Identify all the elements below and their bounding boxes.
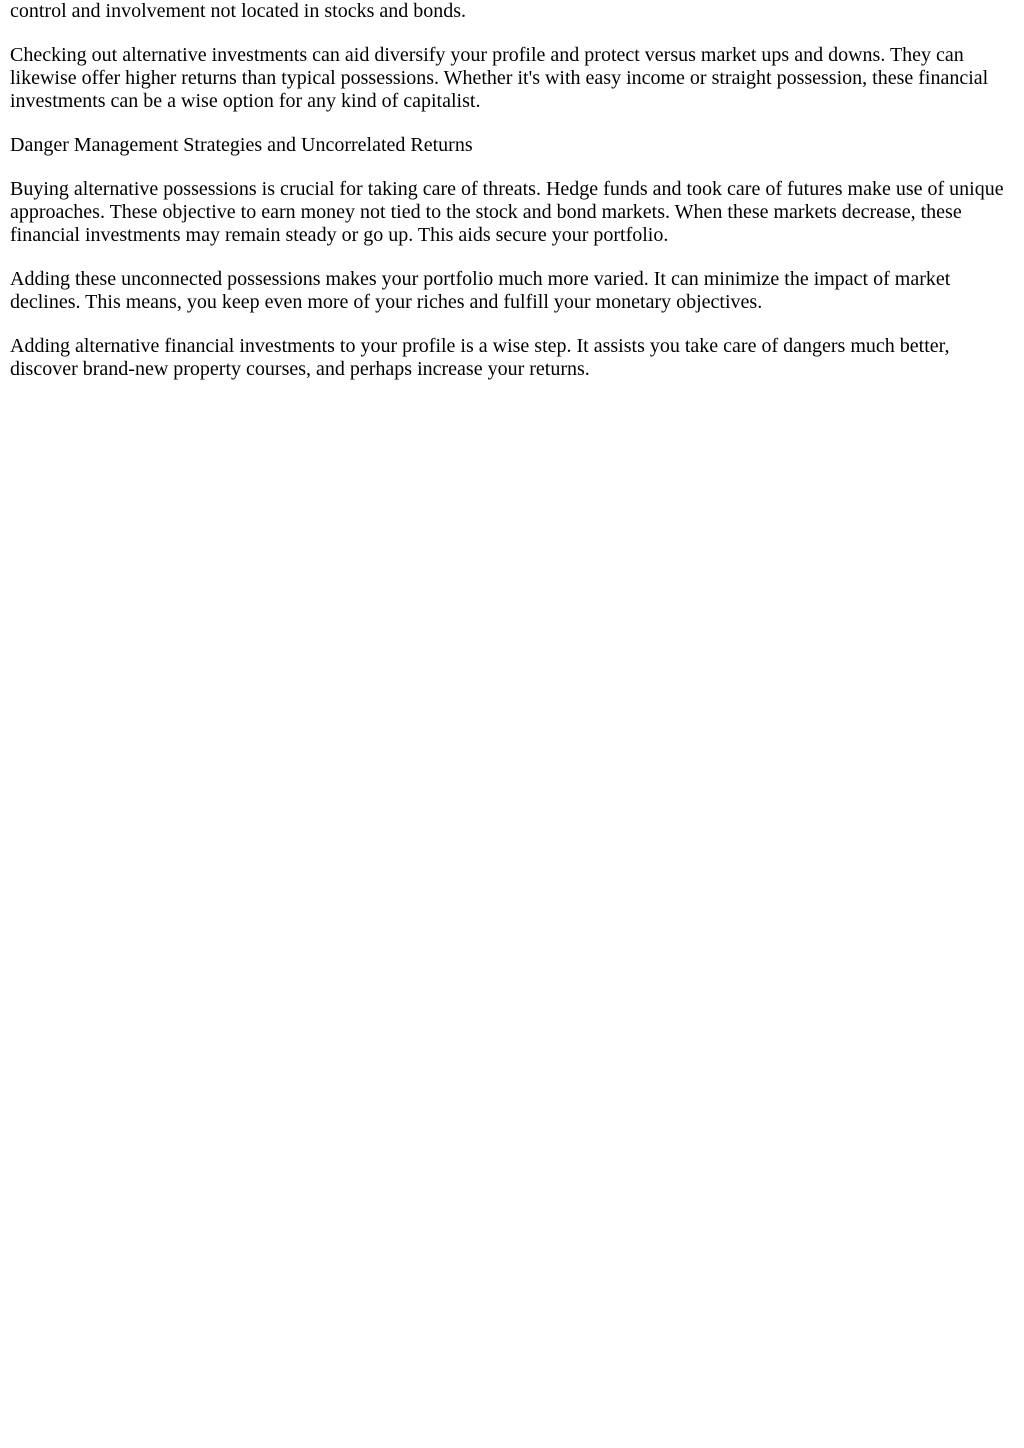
article-body (10, 0, 1012, 402)
paragraph-diversification: Checking out alternative investments can aid diversify your profile and protect versus market ups and downs. They can likewise offer higher returns than typical possessions. Whether it's with easy income or straight possession, these financial investments can be a wise option for any kind of capitalist. (10, 44, 989, 112)
paragraph-hedge-funds: Buying alternative possessions is crucial for taking care of threats. Hedge funds and took care of futures make use of unique approaches. These objective to earn money not tied to the stock and bond markets. When these markets decrease, these financial investments may remain steady or go up. This aids secure your portfolio. (10, 178, 1004, 246)
paragraph-continuation: control and involvement not located in stocks and bonds. (10, 0, 467, 22)
paragraph-conclusion: Adding alternative financial investments to your profile is a wise step. It assists you take care of dangers much better, discover brand-new property courses, and perhaps increase your returns. (10, 335, 950, 380)
paragraph-unconnected-assets: Adding these unconnected possessions makes your portfolio much more varied. It can minimize the impact of market declines. This means, you keep even more of your riches and fulfill your monetary objectives. (10, 268, 951, 313)
section-heading-risk-management: Danger Management Strategies and Uncorrelated Returns (10, 134, 473, 156)
